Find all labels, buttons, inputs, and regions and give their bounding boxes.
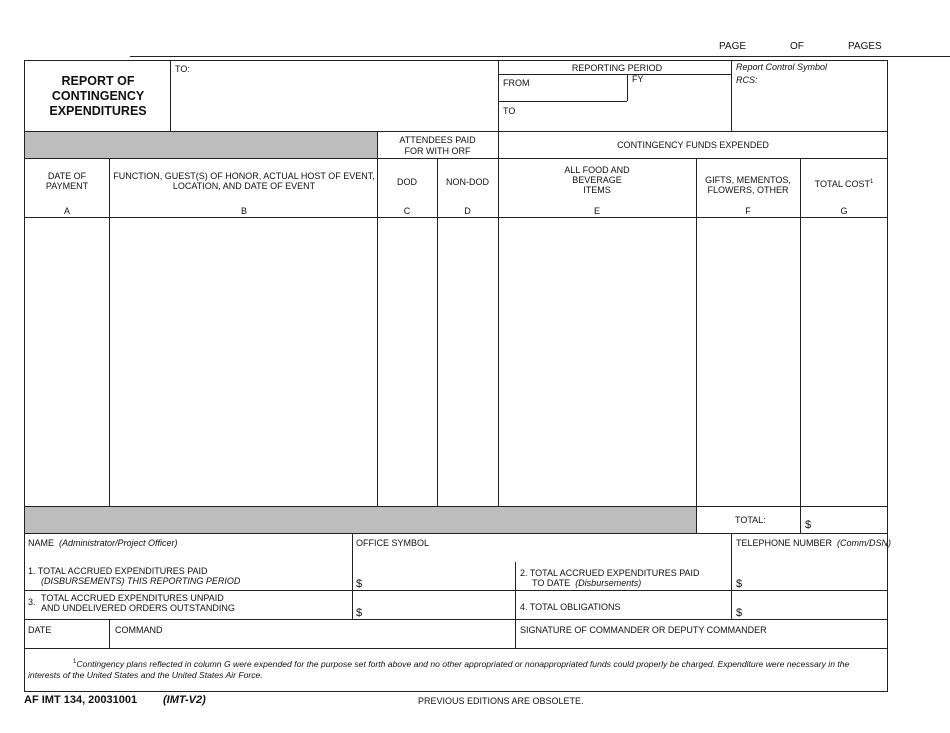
form-version: (IMT-V2) xyxy=(163,694,206,706)
item1-amount-field[interactable]: $ xyxy=(356,578,363,590)
of-label: OF xyxy=(790,41,804,52)
header-rule xyxy=(130,56,950,57)
total-label: TOTAL: xyxy=(735,515,766,525)
to-date-field[interactable]: TO xyxy=(503,106,516,116)
reporting-period-title: REPORTING PERIOD xyxy=(571,63,663,73)
item2-amount-field[interactable]: $ xyxy=(736,578,743,590)
gray-band-top xyxy=(25,132,377,158)
col-letter-e: E xyxy=(593,206,600,216)
signature-field[interactable]: SIGNATURE OF COMMANDER OR DEPUTY COMMANDER xyxy=(520,625,767,635)
pages-label: PAGES xyxy=(848,41,882,52)
dod-header: DOD xyxy=(397,177,417,187)
from-field[interactable]: FROM xyxy=(503,78,530,88)
contingency-funds-header: CONTINGENCY FUNDS EXPENDED xyxy=(617,140,769,150)
col-letter-c: C xyxy=(403,206,411,216)
footnote: $^1$Contingency plans reflected in column G were expended for the purpose set forth above and no other appropriated or nonappropriated funds could properly be charged. Expenditure were necessary in the interests of the United States and the United States Air Force. xyxy=(28,658,850,680)
gray-band-total xyxy=(25,506,696,533)
form-number: AF IMT 134, 20031001 xyxy=(24,694,138,706)
date-field[interactable]: DATE xyxy=(28,625,52,635)
col-letter-b: B xyxy=(240,206,247,216)
item4-amount-field[interactable]: $ xyxy=(736,607,743,619)
col-letter-f: F xyxy=(745,206,751,216)
to-field[interactable]: TO: xyxy=(175,64,190,74)
telephone-field[interactable]: TELEPHONE NUMBER (Comm/DSN) xyxy=(736,538,892,548)
item4-label: 4. TOTAL OBLIGATIONS xyxy=(520,602,621,612)
col-letter-d: D xyxy=(464,206,471,216)
col-letter-a: A xyxy=(63,206,70,216)
rcs-label: Report Control Symbol xyxy=(736,62,828,72)
office-symbol-field[interactable]: OFFICE SYMBOL xyxy=(356,538,430,548)
rcs-value: RCS: xyxy=(736,75,758,85)
col-letter-g: G xyxy=(840,206,848,216)
entries-area[interactable] xyxy=(25,218,887,505)
command-field[interactable]: COMMAND xyxy=(115,625,163,635)
name-field[interactable]: NAME (Administrator/Project Officer) xyxy=(28,538,178,548)
item3-amount-field[interactable]: $ xyxy=(356,607,363,619)
total-cost-header: TOTAL COST$^1$ xyxy=(814,179,874,189)
previous-editions-note: PREVIOUS EDITIONS ARE OBSOLETE. xyxy=(418,696,584,706)
non-dod-header: NON-DOD xyxy=(446,177,489,187)
fy-field[interactable]: FY xyxy=(632,74,644,84)
page-label: PAGE xyxy=(719,41,747,52)
total-amount-field[interactable]: $ xyxy=(805,519,812,531)
